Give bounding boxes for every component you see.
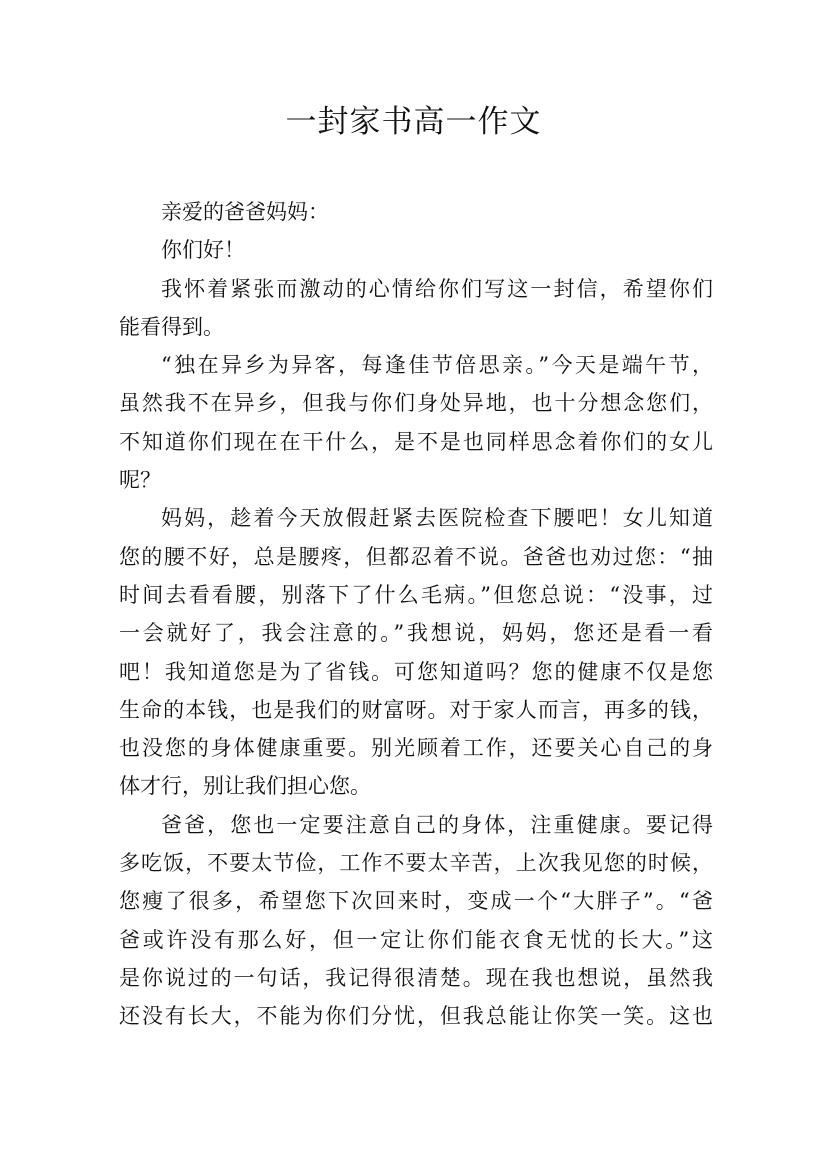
- text-line: “独在异乡为异客，每逢佳节倍思亲。”今天是端午节，: [161, 353, 713, 378]
- text-line: 您瘦了很多，希望您下次回来时，变成一个“大胖子”。“爸: [119, 889, 713, 914]
- text-line: 爸或许没有那么好，但一定让你们能衣食无忧的长大。”这: [119, 927, 713, 952]
- document-title: 一封家书高一作文: [285, 104, 542, 140]
- text-line: 时间去看看腰，别落下了什么毛病。”但您总说：“没事，过: [119, 582, 713, 607]
- text-line: 我怀着紧张而激动的心情给你们写这一封信，希望你们: [161, 276, 713, 301]
- text-line: 也没您的身体健康重要。别光顾着工作，还要关心自己的身: [119, 736, 713, 761]
- document-body: [119, 193, 713, 1036]
- text-line: 生命的本钱，也是我们的财富呀。对于家人而言，再多的钱，: [119, 697, 713, 722]
- text-line: 体才行，别让我们担心您。: [119, 774, 371, 799]
- text-line: 吧！我知道您是为了省钱。可您知道吗？您的健康不仅是您: [119, 659, 713, 684]
- text-line: 还没有长大，不能为你们分忧，但我总能让你笑一笑。这也: [119, 1004, 713, 1029]
- text-line: 一会就好了，我会注意的。”我想说，妈妈，您还是看一看: [119, 621, 713, 646]
- text-line: 不知道你们现在在干什么，是不是也同样思念着你们的女儿: [119, 429, 713, 454]
- text-line: 亲爱的爸爸妈妈：: [161, 200, 329, 224]
- text-line: 虽然我不在异乡，但我与你们身处异地，也十分想念您们，: [119, 391, 713, 416]
- text-line: 妈妈，趁着今天放假赶紧去医院检查下腰吧！女儿知道: [161, 506, 713, 531]
- text-line: 爸爸，您也一定要注意自己的身体，注重健康。要记得: [161, 812, 713, 837]
- text-line: 你们好！: [161, 238, 245, 263]
- text-line: 多吃饭，不要太节俭，工作不要太辛苦，上次我见您的时候，: [119, 851, 713, 876]
- text-line: 能看得到。: [119, 314, 224, 339]
- text-line: 是你说过的一句话，我记得很清楚。现在我也想说，虽然我: [119, 965, 713, 990]
- text-line: 您的腰不好，总是腰疼，但都忍着不说。爸爸也劝过您：“抽: [119, 544, 713, 569]
- text-line: 呢？: [119, 468, 161, 493]
